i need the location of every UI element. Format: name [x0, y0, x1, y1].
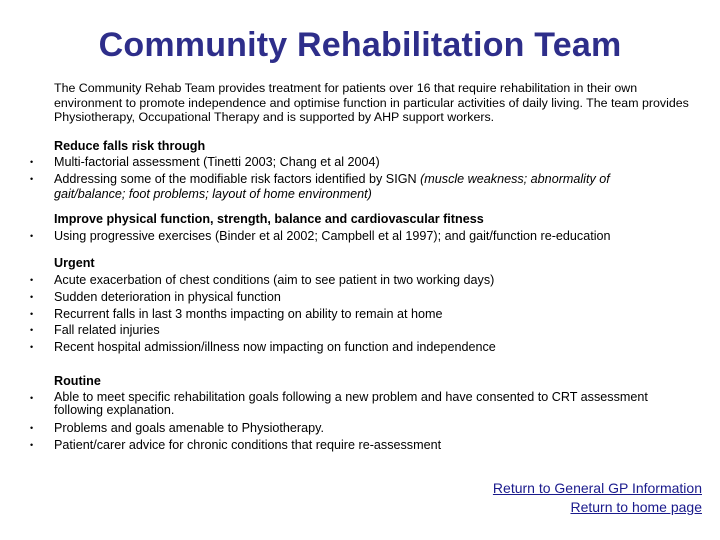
list-item-text: Sudden deterioration in physical function: [54, 290, 281, 304]
bullet-icon: •: [30, 325, 34, 335]
list-item-text: Multi-factorial assessment (Tinetti 2003; Chang et al 2004): [54, 155, 380, 169]
nav-links: [493, 479, 702, 517]
bullet-icon: •: [30, 275, 34, 285]
list-item-text-main: Addressing some of the modifiable risk factors identified by SIGN: [54, 172, 421, 186]
falls-heading-bold: Reduce falls risk: [54, 139, 155, 153]
falls-heading-rest: through: [154, 139, 206, 153]
bullet-icon: •: [30, 174, 34, 184]
list-item-text-italic: (muscle weakness; abnormality of gait/balance; foot problems; layout of home environment): [54, 172, 610, 201]
list-item-text: Able to meet specific rehabilitation goals following a new problem and have consented to CRT assessment following explanation.: [54, 390, 648, 417]
bullet-icon: •: [30, 157, 34, 167]
physical-heading: Improve physical function, strength, balance and cardiovascular fitness: [54, 212, 484, 226]
page-title: Community Rehabilitation Team: [98, 26, 622, 64]
list-item-text: Fall related injuries: [54, 323, 160, 337]
falls-heading: [54, 139, 205, 154]
list-item-text: Using progressive exercises (Binder et al 2002; Campbell et al 1997); and gait/function re-education: [54, 229, 611, 243]
list-item-text: Recent hospital admission/illness now impacting on function and independence: [54, 340, 496, 354]
intro-paragraph: The Community Rehab Team provides treatment for patients over 16 that require rehabilitation in their own environment to promote independence and optimise function in particular activities of daily living. The team provides Physiotherapy, Occupational Therapy and is supported by AHP support workers.: [54, 81, 689, 125]
routine-heading: Routine: [54, 374, 101, 388]
bullet-icon: •: [30, 440, 34, 450]
list-item-text: Problems and goals amenable to Physiotherapy.: [54, 421, 324, 435]
bullet-icon: •: [30, 309, 34, 319]
list-item-text: [54, 172, 684, 202]
list-item-text: Acute exacerbation of chest conditions (aim to see patient in two working days): [54, 273, 495, 287]
return-home-link[interactable]: Return to home page: [570, 499, 702, 515]
bullet-icon: •: [30, 393, 34, 403]
bullet-icon: •: [30, 342, 34, 352]
list-item-text: Recurrent falls in last 3 months impacting on ability to remain at home: [54, 307, 443, 321]
bullet-icon: •: [30, 231, 34, 241]
urgent-heading: Urgent: [54, 256, 95, 270]
bullet-icon: •: [30, 423, 34, 433]
return-gp-info-link[interactable]: Return to General GP Information: [492, 480, 702, 496]
list-item-text: Patient/carer advice for chronic conditions that require re-assessment: [54, 438, 442, 452]
bullet-icon: •: [30, 292, 34, 302]
